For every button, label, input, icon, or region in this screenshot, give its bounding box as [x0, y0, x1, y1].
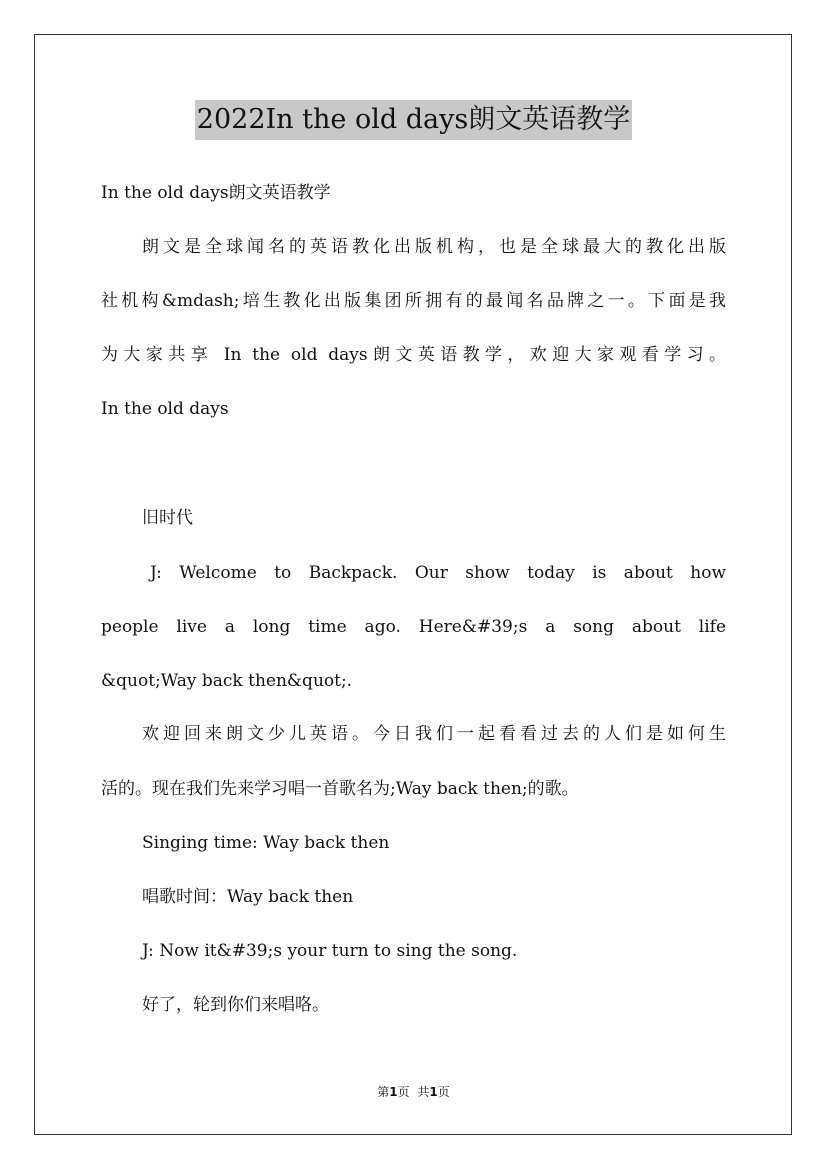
dialogue-line: J: Welcome to Backpack. Our show today is about how — [150, 563, 726, 583]
paragraph-line: 好了，轮到你们来唱咯。 — [142, 995, 329, 1015]
total-pages: 1 — [429, 1085, 438, 1099]
paragraph-line: In the old days — [101, 399, 229, 419]
paragraph-line: 欢迎回来朗文少儿英语。今日我们一起看看过去的人们是如何生 — [142, 724, 726, 744]
paragraph-line: 朗文是全球闻名的英语教化出版机构，也是全球最大的教化出版 — [142, 237, 726, 257]
dialogue-line: J: Now it&#39;s your turn to sing the song. — [142, 941, 518, 961]
page-prefix: 第 — [377, 1085, 390, 1099]
subtitle-line: In the old days朗文英语教学 — [101, 183, 331, 203]
total-prefix: 共 — [417, 1085, 430, 1099]
paragraph-line: 唱歌时间：Way back then — [142, 887, 354, 907]
section-heading: 旧时代 — [142, 508, 193, 528]
page-footer — [0, 1083, 827, 1100]
document-title: 2022In the old days朗文英语教学 — [195, 100, 632, 140]
total-suffix: 页 — [437, 1085, 450, 1099]
document-title-block — [0, 100, 827, 140]
dialogue-line: people live a long time ago. Here&#39;s a song about life — [101, 617, 726, 637]
paragraph-line: 社机构&mdash;培生教化出版集团所拥有的最闻名品牌之一。下面是我 — [101, 291, 726, 311]
paragraph-line: Singing time: Way back then — [142, 833, 390, 853]
dialogue-line: &quot;Way back then&quot;. — [101, 671, 353, 691]
page-suffix: 页 — [397, 1085, 410, 1099]
page-number: 1 — [389, 1085, 398, 1099]
paragraph-line: 活的。现在我们先来学习唱一首歌名为;Way back then;的歌。 — [101, 779, 579, 799]
paragraph-line: 为大家共享 In the old days朗文英语教学，欢迎大家观看学习。 — [101, 345, 726, 365]
